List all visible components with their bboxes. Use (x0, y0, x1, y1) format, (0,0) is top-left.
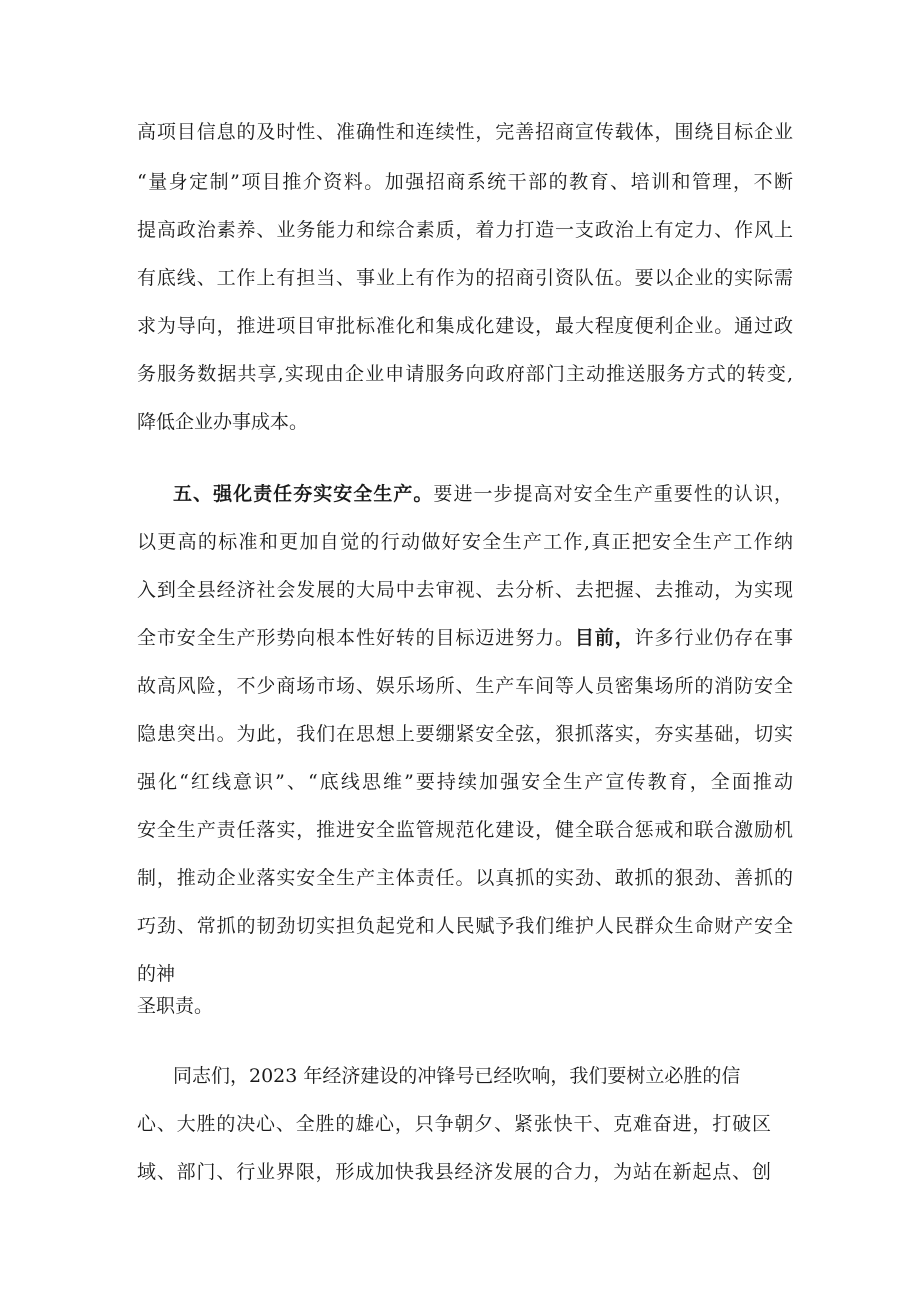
text-line: 巧劲、常抓的韧劲切实担负起党和人民赋予我们维护人民群众生命财产安全 (137, 915, 793, 937)
text-line: 圣职责。 (137, 995, 214, 1017)
text-line: 降低企业办事成本。 (137, 411, 309, 433)
text-line: 隐患突出。为此，我们在思想上要绷紧安全弦，狠抓落实，夯实基础，切实 (137, 723, 793, 745)
text-line: 入到全县经济社会发展的大局中去审视、去分析、去把握、去推动，为实现 (137, 579, 793, 601)
line-rest: 许多行业仍存在事 (634, 627, 793, 649)
text-line: 安全生产责任落实，推进安全监管规范化建设，健全联合惩戒和联合激励机 (137, 819, 793, 841)
text-line: 心、大胜的决心、全胜的雄心，只争朝夕、紧张快干、克难奋进，打破区 (137, 1113, 771, 1135)
text-line: 高项目信息的及时性、准确性和连续性，完善招商宣传载体，围绕目标企业 (137, 121, 793, 143)
text-line: 域、部门、行业界限，形成加快我县经济发展的合力，为站在新起点、创 (137, 1161, 771, 1183)
text-line: 务服务数据共享,实现由企业申请服务向政府部门主动推送服务方式的转变, (137, 363, 793, 385)
text-line: “量身定制”项目推介资料。加强招商系统干部的教育、培训和管理，不断 (137, 171, 793, 193)
text-line: 提高政治素养、业务能力和综合素质，着力打造一支政治上有定力、作风上 (137, 219, 793, 241)
line-start: 全市安全生产形势向根本性好转的目标迈进努力。 (137, 627, 575, 649)
text-line: 制，推动企业落实安全生产主体责任。以真抓的实劲、敢抓的狠劲、善抓的 (137, 867, 793, 889)
text-line (173, 482, 793, 506)
section-heading: 五、强化责任夯实安全生产。 (173, 483, 434, 505)
text-line: 有底线、工作上有担当、事业上有作为的招商引资队伍。要以企业的实际需 (137, 267, 793, 289)
text-line: 故高风险，不少商场市场、娱乐场所、生产车间等人员密集场所的消防安全 (137, 675, 793, 697)
text-line: 同志们，2023 年经济建设的冲锋号已经吹响，我们要树立必胜的信 (173, 1065, 741, 1087)
text-line: 以更高的标准和更加自觉的行动做好安全生产工作,真正把安全生产工作纳 (137, 531, 793, 553)
text-line: 的神 (137, 963, 176, 985)
text-line: 强化“红线意识”、“底线思维”要持续加强安全生产宣传教育，全面推动 (137, 771, 793, 793)
heading-continuation: 要进一步提高对安全生产重要性的认识， (433, 483, 793, 505)
bold-phrase: 目前， (574, 627, 635, 649)
text-line (137, 626, 793, 650)
text-line: 求为导向，推进项目审批标准化和集成化建设，最大程度便利企业。通过政 (137, 315, 793, 337)
